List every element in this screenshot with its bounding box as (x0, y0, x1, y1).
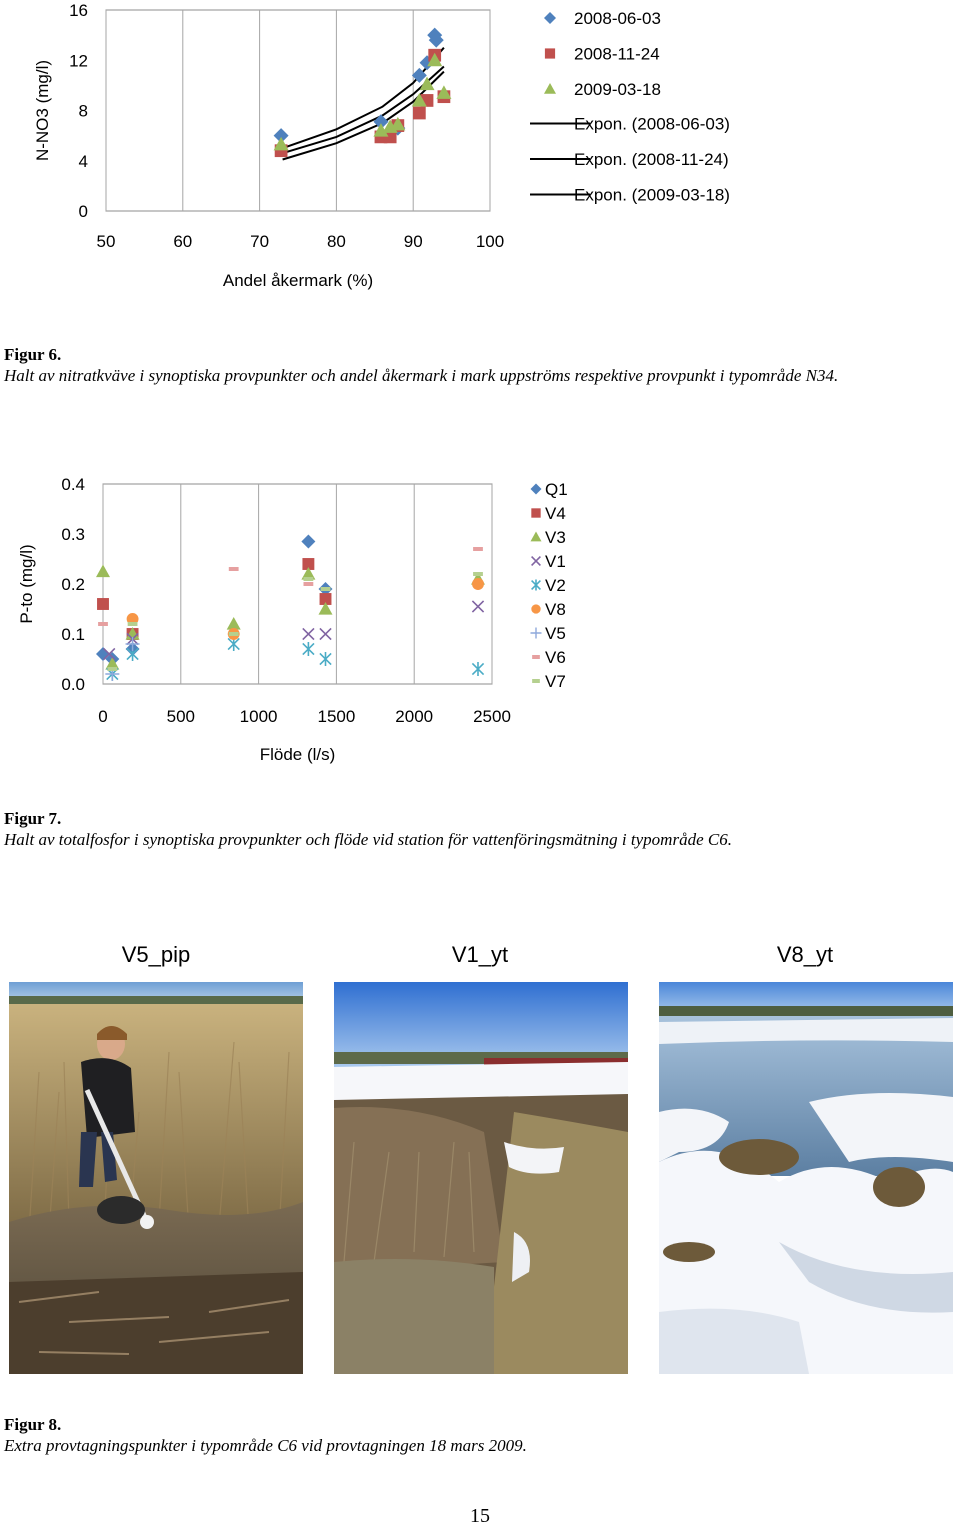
fig7-x-tick-label: 0 (98, 707, 108, 726)
fig7-point (472, 662, 483, 676)
photo-title-v8: V8_yt (776, 942, 834, 967)
fig7-y-tick-label: 0.0 (61, 675, 85, 694)
fig7-series-v7 (107, 572, 482, 671)
fig7-legend-marker (531, 484, 542, 495)
fig7-legend-label: V2 (545, 576, 566, 595)
fig7-series-v2 (107, 637, 484, 681)
fig7-point (303, 642, 314, 656)
fig7-series-v3 (96, 565, 485, 670)
fig6-legend-label: Expon. (2008-11-24) (574, 150, 729, 169)
fig6-y-tick-label: 16 (69, 1, 88, 20)
fig7-legend-marker (531, 508, 540, 517)
fig7-legend-label: V3 (545, 528, 566, 547)
fig7-x-axis-title: Flöde (l/s) (259, 745, 336, 764)
fig7-legend-marker (531, 604, 540, 613)
figure-6-label: Figur 6. (4, 345, 62, 364)
fig7-point (472, 601, 483, 612)
fig6-x-tick-label: 80 (326, 232, 346, 251)
photo-title-v5: V5_pip (121, 942, 191, 967)
figure-8-text: Extra provtagningspunkter i typområde C6 vid provtagningen 18 mars 2009. (4, 1436, 527, 1455)
fig7-legend-label: Q1 (545, 480, 568, 499)
fig7-legend-marker (532, 679, 540, 683)
fig7-point (128, 622, 138, 626)
fig6-legend-marker (545, 48, 555, 58)
fig6-legend-label: Expon. (2008-06-03) (574, 114, 730, 134)
fig7-point (229, 632, 239, 636)
fig7-series-v6 (98, 547, 483, 626)
fig6-point (413, 107, 426, 120)
fig7-point (301, 535, 315, 549)
fig7-point (303, 582, 313, 586)
fig7-y-tick-label: 0.4 (61, 475, 85, 494)
fig7-series-v1 (104, 601, 484, 660)
photo-v8-yt (659, 982, 953, 1374)
fig7-x-tick-label: 1500 (317, 707, 356, 726)
fig7-x-tick-label: 1000 (239, 707, 278, 726)
fig6-x-tick-label: 100 (475, 232, 505, 251)
fig6-legend-label: 2008-06-03 (574, 9, 661, 28)
figure-8-caption (4, 1414, 527, 1456)
figure-7-label: Figur 7. (4, 809, 62, 828)
fig7-legend-label: V7 (545, 672, 566, 691)
fig7-series-q1 (96, 535, 333, 667)
fig7-legend-label: V4 (545, 504, 566, 523)
fig7-y-tick-label: 0.2 (61, 575, 85, 594)
fig6-x-tick-label: 70 (250, 232, 270, 251)
fig7-point (98, 622, 108, 626)
fig7-point (107, 667, 117, 671)
fig7-x-tick-label: 500 (166, 707, 195, 726)
figure-6-caption (4, 344, 838, 386)
fig7-x-tick-label: 2500 (473, 707, 511, 726)
fig7-point (320, 628, 331, 639)
fig7-y-tick-label: 0.3 (61, 525, 85, 544)
fig7-point (320, 652, 331, 666)
fig7-point (97, 598, 109, 610)
fig6-x-axis-title: Andel åkermark (%) (222, 271, 374, 290)
figure-6-text: Halt av nitratkväve i synoptiska provpunkter och andel åkermark i mark uppströms respektive provpunkt i typområde N34. (4, 366, 839, 385)
fig6-legend-marker (544, 12, 556, 24)
fig7-legend-label: V1 (545, 552, 566, 571)
fig6-legend-label: 2009-03-18 (574, 80, 661, 99)
figure-7-text: Halt av totalfosfor i synoptiska provpunkter och flöde vid station för vattenföringsmätning i typområde C6. (4, 830, 732, 849)
figure-7-caption (4, 808, 732, 850)
fig6-y-tick-label: 12 (69, 51, 88, 71)
fig7-point (303, 628, 314, 639)
fig6-x-tick-label: 50 (96, 232, 116, 251)
fig6-y-tick-label: 0 (78, 202, 88, 221)
fig7-y-axis-title: P-to (mg/l) (17, 544, 36, 624)
fig6-legend-label: Expon. (2009-03-18) (574, 185, 730, 205)
fig7-point (229, 567, 239, 571)
page-number: 15 (470, 1505, 490, 1527)
fig6-y-tick-label: 4 (78, 151, 88, 171)
photo-v1-yt (334, 982, 628, 1374)
fig7-plot-area (103, 484, 492, 684)
fig6-y-axis-title: N-NO3 (mg/l) (33, 59, 52, 162)
fig7-legend-marker (532, 580, 541, 591)
fig6-legend-label: 2008-11-24 (574, 44, 660, 64)
fig6-x-tick-label: 60 (173, 232, 193, 251)
fig7-legend-marker (532, 557, 541, 566)
fig7-legend-marker (531, 628, 542, 639)
fig7-point (303, 577, 313, 581)
fig7-point (472, 578, 484, 590)
photo-title-v1: V1_yt (451, 942, 509, 967)
fig7-point (321, 587, 331, 591)
fig7-point (96, 565, 110, 578)
fig7-legend-label: V8 (545, 600, 566, 619)
phosphorus-scatter-chart (0, 460, 960, 780)
fig7-point (227, 617, 241, 630)
figure-8-label: Figur 8. (4, 1415, 62, 1434)
fig6-legend-marker (544, 83, 556, 94)
fig7-legend-marker (532, 655, 540, 659)
fig6-point (274, 137, 289, 151)
photo-v5-pip (9, 982, 303, 1374)
fig7-y-tick-label: 0.1 (61, 625, 85, 644)
fig7-legend-marker (531, 532, 542, 542)
fig7-legend-label: V5 (545, 624, 566, 643)
fig7-legend-label: V6 (545, 648, 566, 667)
fig6-x-tick-label: 90 (403, 232, 423, 251)
fig7-point (473, 547, 483, 551)
fig7-x-tick-label: 2000 (395, 707, 434, 726)
fig6-y-tick-label: 8 (78, 101, 88, 121)
fig7-point (473, 572, 483, 576)
nitrate-scatter-chart (0, 0, 960, 300)
